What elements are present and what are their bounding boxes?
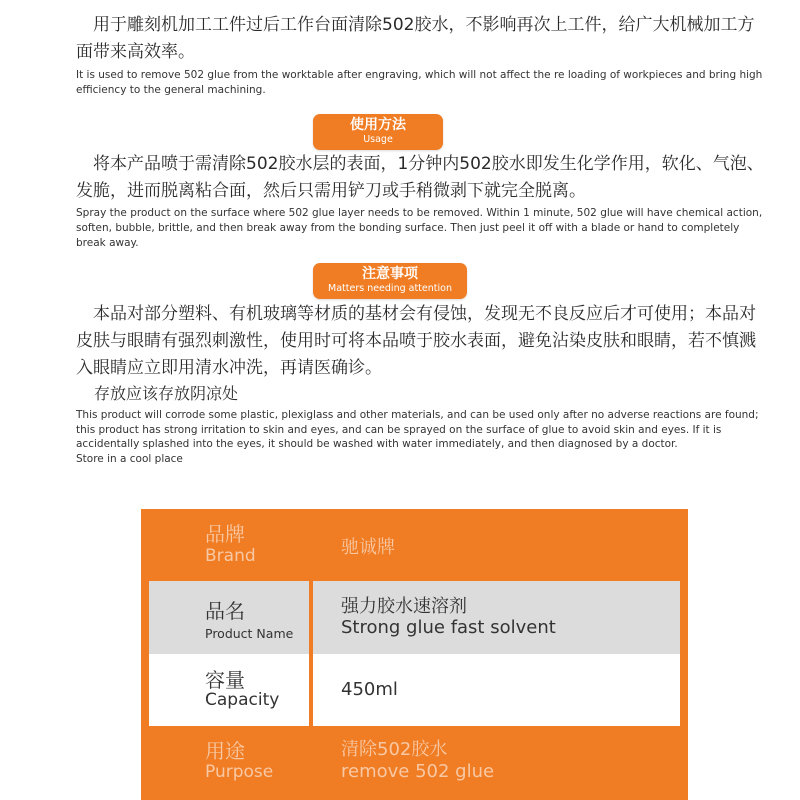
spec-label-cn: 品名: [205, 599, 245, 623]
spec-value-cell: [313, 581, 680, 654]
usage-text-en: Spray the product on the surface where 502 glue layer needs to be removed. Within 1 minute, 502 glue will have chemical action, soften, bubble, brittle, and then break away from the bonding surface. Then just peel it off with a blade or hand to completely break away.: [76, 207, 763, 249]
spec-label-en: Product Name: [205, 626, 294, 641]
spec-label-cell: [149, 581, 309, 654]
usage-badge-subtitle: Usage: [363, 134, 393, 145]
spec-label-cn: 品牌: [205, 522, 245, 546]
matters-text-cn: 本品对部分塑料、有机玻璃等材质的基材会有侵蚀，发现无不良反应后才可使用；本品对皮肤与眼睛有强烈刺激性，使用时可将本品喷于胶水表面，避免沾染皮肤和眼睛，若不慎溅入眼睛应立即用清水冲洗，再请医确诊。: [76, 304, 756, 378]
spec-value-cn: 450ml: [341, 679, 398, 700]
usage-text-cn: 将本产品喷于需清除502胶水层的表面，1分钟内502胶水即发生化学作用，软化、气泡、发脆，进而脱离粘合面，然后只需用铲刀或手稍微剥下就完全脱离。: [76, 154, 764, 201]
intro-text-en: It is used to remove 502 glue from the worktable after engraving, which will not affect the re loading of workpieces and bring high efficiency to the general machining.: [76, 69, 763, 96]
matters-badge-title: 注意事项: [362, 266, 418, 282]
spec-table: [141, 509, 688, 800]
matters-en-body: This product will corrode some plastic, plexiglass and other materials, and can be used only after no adverse reactions are found; this product has strong irritation to skin and eyes, and can be sprayed on the surface of glue to avoid skin and eyes. If it is accidentally splashed into the eyes, it should be washed with water immediately, and then diagnosed by a doctor.: [76, 409, 759, 450]
storage-text-en: Store in a cool place: [76, 452, 183, 465]
spec-label-cell: [149, 726, 309, 800]
spec-label-cn: 容量: [205, 668, 245, 692]
spec-row-purpose: [149, 726, 680, 800]
spec-value-cn: 清除502胶水: [341, 739, 448, 760]
matters-text-en: [76, 408, 766, 466]
spec-label-cn: 用途: [205, 739, 245, 763]
spec-value-cell: [313, 726, 680, 800]
spec-row-capacity: [149, 654, 680, 726]
matters-badge: [313, 263, 467, 299]
spec-value-cell: [313, 654, 680, 726]
spec-value-cell: [313, 509, 680, 581]
storage-text-cn: 存放应该存放阴凉处: [94, 384, 239, 403]
matters-badge-subtitle: Matters needing attention: [328, 283, 452, 294]
spec-value-en: remove 502 glue: [341, 761, 495, 782]
spec-label-en: Purpose: [205, 762, 274, 782]
spec-row-product-name: [149, 581, 680, 654]
spec-value-en: Strong glue fast solvent: [341, 617, 556, 638]
intro-text-cn: 用于雕刻机加工工件过后工作台面清除502胶水，不影响再次上工件，给广大机械加工方面带来高效率。: [76, 15, 755, 62]
spec-label-cell: [149, 509, 309, 581]
spec-label-en: Capacity: [205, 690, 280, 710]
spec-value-cn: 驰诚牌: [341, 537, 395, 558]
usage-badge-title: 使用方法: [350, 117, 406, 133]
spec-label-en: Brand: [205, 546, 256, 566]
spec-label-cell: [149, 654, 309, 726]
spec-row-brand: [149, 509, 680, 581]
usage-badge: [313, 114, 443, 150]
spec-value-cn: 强力胶水速溶剂: [341, 596, 467, 617]
